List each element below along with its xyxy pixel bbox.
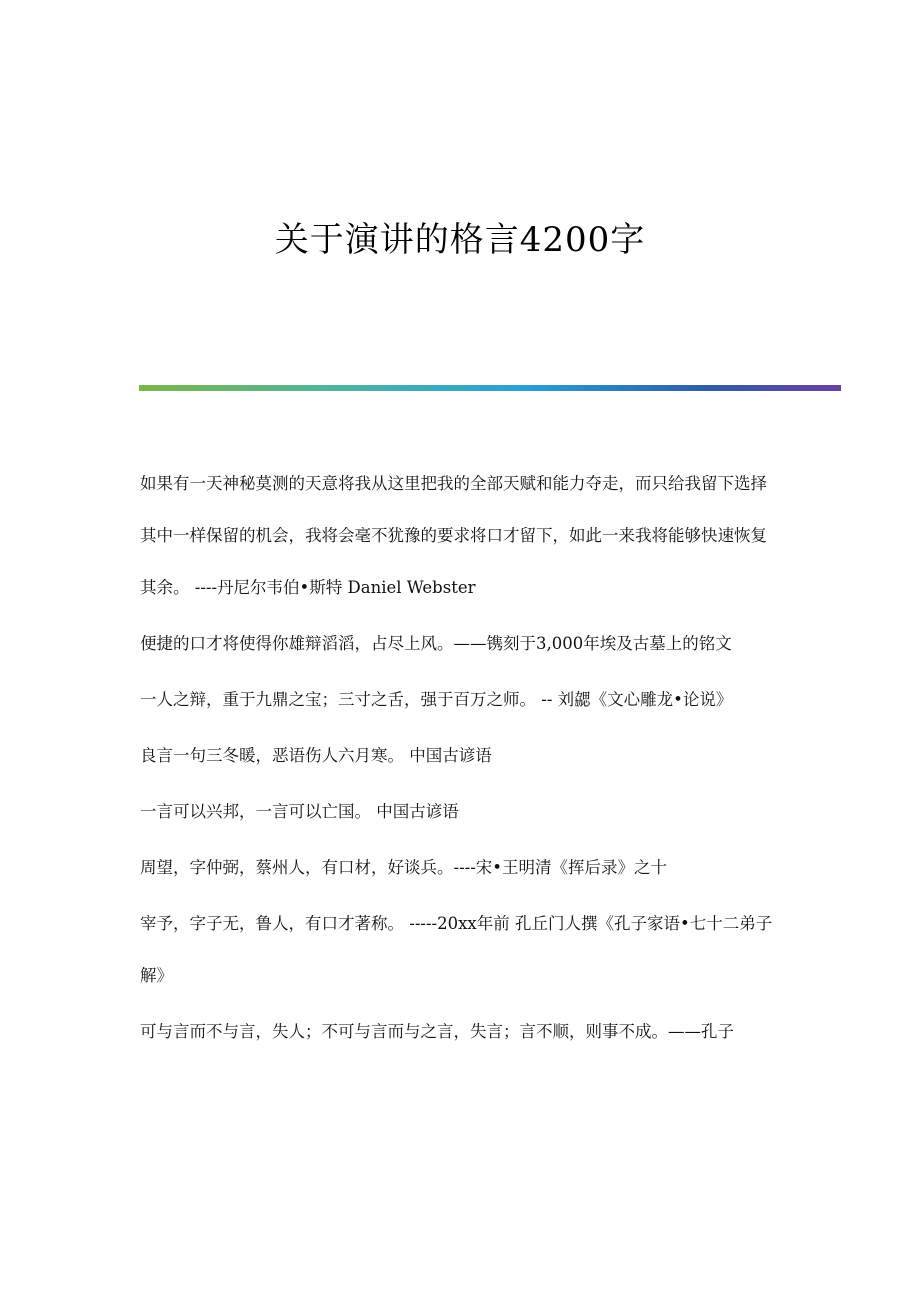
paragraph-zai-yu: 宰予，字子无，鲁人，有口才著称。 -----20xx年前 孔丘门人撰《孔子家语•七十二弟子解》 — [140, 914, 773, 985]
paragraph-egypt-inscription: 便捷的口才将使得你雄辩滔滔，占尽上风。——镌刻于3,000年埃及古墓上的铭文 — [140, 634, 732, 653]
document-body — [140, 458, 780, 1062]
paragraph-wenxin-diaolong: 一人之辩，重于九鼎之宝；三寸之舌，强于百万之师。 -- 刘勰《文心雕龙•论说》 — [140, 690, 733, 709]
paragraph-confucius: 可与言而不与言，失人；不可与言而与之言，失言；言不顺，则事不成。——孔子 — [140, 1022, 734, 1041]
paragraph-daniel-webster: 如果有一天神秘莫测的天意将我从这里把我的全部天赋和能力夺走，而只给我留下选择其中一样保留的机会，我将会毫不犹豫的要求将口才留下，如此一来我将能够快速恢复其余。 ----丹尼尔韦伯•斯特 Daniel Webster — [140, 474, 767, 597]
paragraph-zhou-wang: 周望，字仲弼，蔡州人，有口材，好谈兵。----宋•王明清《挥后录》之十 — [140, 858, 668, 877]
paragraph-proverb-one-word: 一言可以兴邦，一言可以亡国。 中国古谚语 — [140, 802, 459, 821]
title-gradient-rule — [139, 385, 841, 391]
paragraph-proverb-kind-words: 良言一句三冬暖，恶语伤人六月寒。 中国古谚语 — [140, 746, 492, 765]
document-title: 关于演讲的格言4200字 — [274, 220, 646, 260]
